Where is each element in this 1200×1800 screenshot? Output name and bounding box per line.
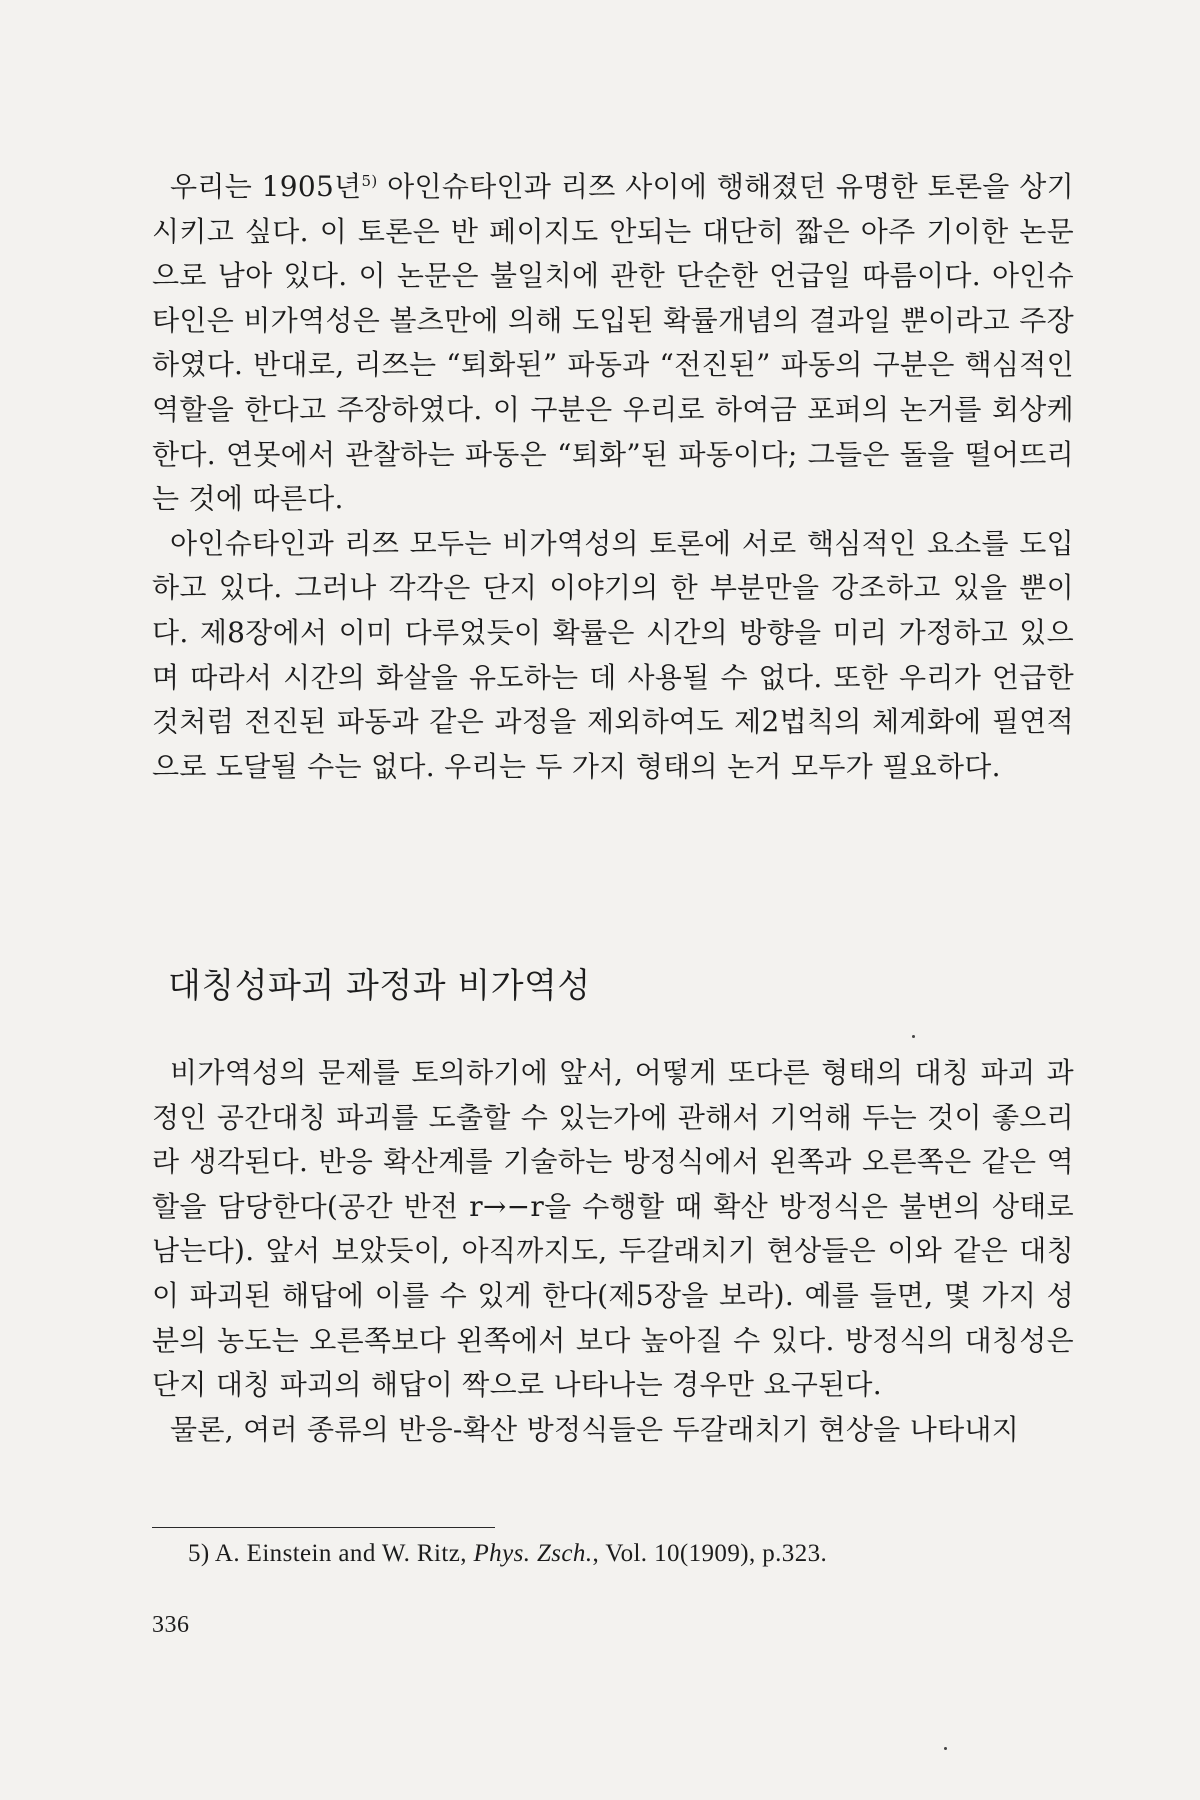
footnote-citation: , Vol. 10(1909), p.323. xyxy=(592,1540,828,1567)
footnote-journal: Phys. Zsch. xyxy=(473,1540,593,1567)
footnote-authors: 5) A. Einstein and W. Ritz, xyxy=(188,1540,474,1567)
dust-speck xyxy=(912,1035,915,1038)
dust-speck xyxy=(944,1747,947,1750)
paragraph-both-arguments: 아인슈타인과 리쯔 모두는 비가역성의 토론에 서로 핵심적인 요소를 도입하고 있다. 그러나 각각은 단지 이야기의 한 부분만을 강조하고 있을 뿐이다. 제8장에서 이미 다루었듯이 확률은 시간의 방향을 미리 가정하고 있으며 따라서 시간의 화살을 유도하는 데 사용될 수 없다. 또한 우리가 언급한 것처럼 전진된 파동과 같은 과정을 제외하여도 제2법칙의 체계화에 필연적으로 도달될 수는 없다. 우리는 두 가지 형태의 논거 모두가 필요하다. xyxy=(152,526,1074,783)
paragraph-1-start: 우리는 1905년 xyxy=(170,170,362,203)
footnote-divider xyxy=(152,1527,495,1528)
footnote xyxy=(188,1536,827,1572)
paragraph-1-rest: 아인슈타인과 리쯔 사이에 행해졌던 유명한 토론을 상기시키고 싶다. 이 토론은 반 페이지도 안되는 대단히 짧은 아주 기이한 논문으로 남아 있다. 이 논문은 불일치에 관한 단순한 언급일 따름이다. 아인슈타인은 비가역성은 볼츠만에 의해 도입된 확률개념의 결과일 뿐이라고 주장하였다. 반대로, 리쯔는 “퇴화된” 파동과 “전진된” 파동의 구분은 핵심적인 역할을 한다고 주장하였다. 이 구분은 우리로 하여금 포퍼의 논거를 회상케 한다. 연못에서 관찰하는 파동은 “퇴화”된 파동이다; 그들은 돌을 떨어뜨리는 것에 따른다. xyxy=(152,170,1074,516)
paragraph-reaction-diffusion: 물론, 여러 종류의 반응-확산 방정식들은 두갈래치기 현상을 나타내지 xyxy=(170,1412,1020,1446)
section-heading: 대칭성파괴 과정과 비가역성 xyxy=(168,966,591,1006)
paragraph-symmetry-breaking: 비가역성의 문제를 토의하기에 앞서, 어떻게 또다른 형태의 대칭 파괴 과정인 공간대칭 파괴를 도출할 수 있는가에 관해서 기억해 두는 것이 좋으리라 생각된다. 반응 확산계를 기술하는 방정식에서 왼쪽과 오른쪽은 같은 역할을 담당한다(공간 반전 r→−r을 수행할 때 확산 방정식은 불변의 상태로 남는다). 앞서 보았듯이, 아직까지도, 두갈래치기 현상들은 이와 같은 대칭이 파괴된 해답에 이를 수 있게 한다(제5장을 보라). 예를 들면, 몇 가지 성분의 농도는 오른쪽보다 왼쪽에서 보다 높아질 수 있다. 방정식의 대칭성은 단지 대칭 파괴의 해답이 짝으로 나타나는 경우만 요구된다. xyxy=(152,1056,1074,1402)
page-number: 336 xyxy=(152,1612,190,1638)
paragraph-einstein-ritz xyxy=(152,165,1074,522)
body-text-upper xyxy=(152,165,1074,789)
footnote-reference: 5) xyxy=(361,172,378,190)
body-text-lower xyxy=(152,1051,1074,1452)
